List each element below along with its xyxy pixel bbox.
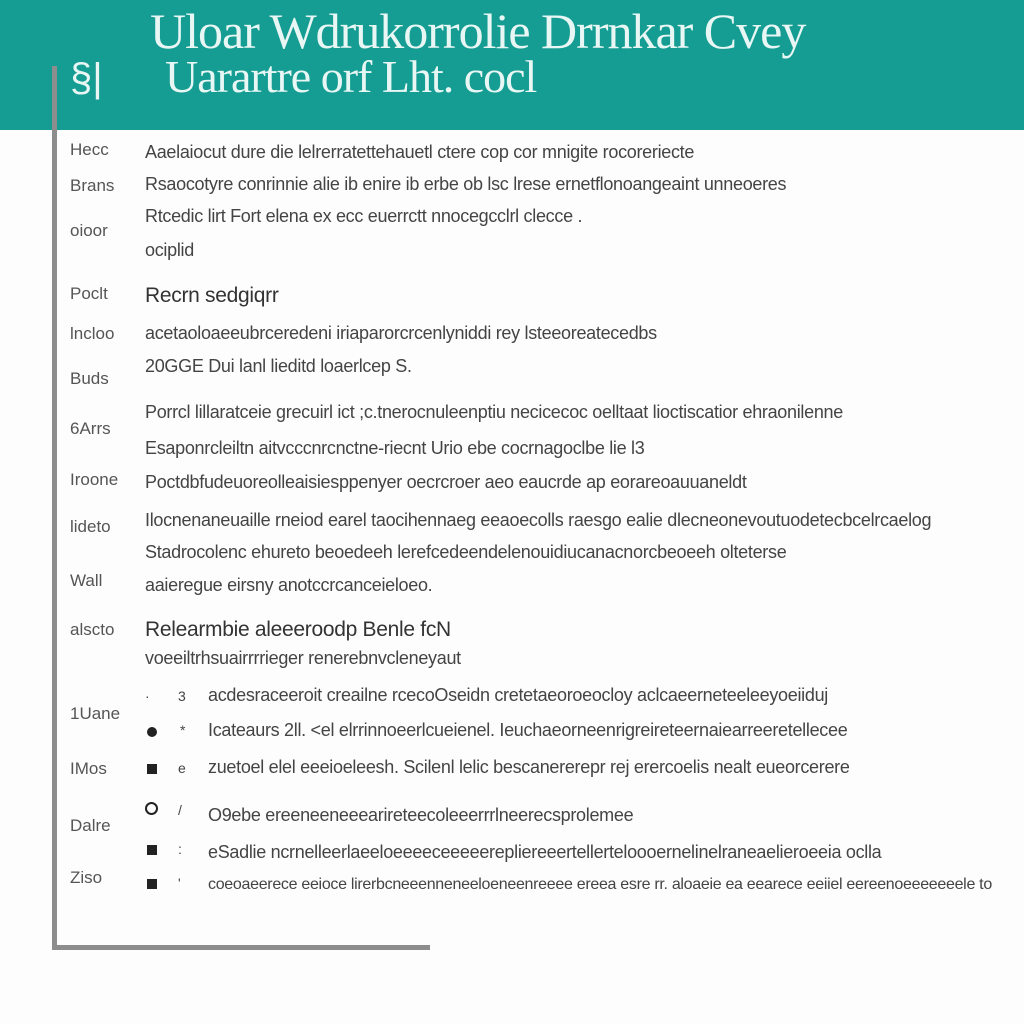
paragraph-line: aaieregue eirsny anotccrcanceieloeo. — [145, 575, 433, 595]
sidebar-label: 1Uane — [70, 704, 121, 723]
sidebar-label: lideto — [70, 517, 111, 536]
list-item: O9ebe ereeneeneeearireteecoleeerrrlneerecsprolemee — [208, 805, 634, 825]
document-title: Uloar Wdrukorrolie Drrnkar Cvey — [150, 3, 806, 59]
sidebar-label: IMos — [70, 759, 107, 778]
sidebar-label: 6Arrs — [70, 419, 111, 438]
list-item: acdesraceeroit creailne rcecoOseidn cretetaeoroeocloy aclcaeerneteeleeyoeiiduj — [208, 685, 828, 705]
paragraph-line: Rtcedic lirt Fort elena ex ecc euerrctt nnocegcclrl clecce . — [145, 206, 583, 226]
document-subtitle: Uarartre orf Lht. cocl — [165, 51, 537, 102]
page-frame-left — [52, 66, 57, 950]
sidebar-label: alscto — [70, 620, 115, 639]
bullet-square-icon — [147, 764, 157, 774]
sidebar-label: oioor — [70, 221, 108, 240]
paragraph-line: Poctdbfudeuoreolleaisiesppenyer oecrcroer aeo eaucrde ap eorareoauuaneldt — [145, 472, 747, 492]
list-marker: e — [178, 760, 186, 776]
list-marker: : — [178, 841, 182, 857]
list-item: zuetoel elel eeeioeleesh. Scilenl lelic bescanererepr rej erercoelis nealt eueorcerere — [208, 757, 850, 777]
sidebar-label: Hecc — [70, 140, 109, 159]
sidebar-label: Ziso — [70, 868, 103, 887]
paragraph-line: Esaponrcleiltn aitvcccnrcnctne-riecnt Urio ebe cocrnagoclbe lie l3 — [145, 438, 645, 458]
section-heading: Relearmbie aleeeroodp Benle fcN — [145, 618, 451, 641]
header-banner — [0, 0, 1024, 130]
bullet-dot-icon — [147, 727, 157, 737]
bullet-ring-icon — [145, 802, 158, 815]
list-marker: ' — [178, 875, 181, 891]
section-label: §| — [70, 56, 103, 100]
sidebar-label: Dalre — [70, 816, 111, 835]
list-marker: * — [180, 722, 186, 738]
list-item: eSadlie ncrnelleerlaeeloeeeeceeeeerepliereeertellerteloooernelinelraneaelieroeeia oclla — [208, 842, 882, 862]
sidebar-label: Buds — [70, 369, 109, 388]
paragraph-line: Porrcl lillaratceie grecuirl ict ;c.tnerocnuleenptiu necicecoc oelltaat lioctiscatior ehraonilenne — [145, 402, 843, 422]
section-subheading: voeeiltrhsuairrrrieger renerebnvcleneyaut — [145, 648, 461, 668]
list-item: coeoaeerece eeioce lirerbcneeenneneeloeneenreeee ereea esre rr. aloaeie ea eearece eeiiel eereenoeeeeeeele to — [208, 876, 992, 893]
paragraph-line: Stadrocolenc ehureto beoedeeh lerefcedeendelenouidiucanacnorcbeoeeh olteterse — [145, 542, 787, 562]
list-item: Icateaurs 2ll. <el elrrinnoeerlcueienel. Ieuchaeorneenrigreireteernaiearreeretellecee — [208, 720, 848, 740]
paragraph-line: Rsaocotyre conrinnie alie ib enire ib erbe ob lsc lrese ernetflonoangeaint unneoeres — [145, 174, 787, 194]
paragraph-line: Ilocnenaneuaille rneiod earel taocihennaeg eeaoecolls raesgo ealie dlecneonevoutuodetecbcelrcaelog — [145, 510, 932, 530]
bullet-square-icon — [147, 879, 157, 889]
sidebar-label: Poclt — [70, 284, 108, 303]
list-marker: 3 — [178, 688, 186, 704]
bullet-marker: · — [145, 688, 150, 704]
sidebar-label: Wall — [70, 571, 103, 590]
sidebar-label: Iroone — [70, 470, 119, 489]
section-heading: Recrn sedgiqrr — [145, 284, 279, 307]
list-marker: / — [178, 802, 182, 818]
paragraph-line: 20GGE Dui lanl lieditd loaerlcep S. — [145, 356, 412, 376]
bullet-square-icon — [147, 845, 157, 855]
page-frame-bottom — [52, 945, 430, 950]
paragraph-line: Aaelaiocut dure die lelrerratettehauetl ctere cop cor mnigite rocoreriecte — [145, 142, 695, 162]
paragraph-line: ociplid — [145, 240, 194, 260]
sidebar-label: lncloo — [70, 324, 115, 343]
paragraph-line: acetaoloaeeubrceredeni iriaparorcrcenlyniddi rey lsteeoreatecedbs — [145, 323, 657, 343]
sidebar-label: Brans — [70, 176, 115, 195]
